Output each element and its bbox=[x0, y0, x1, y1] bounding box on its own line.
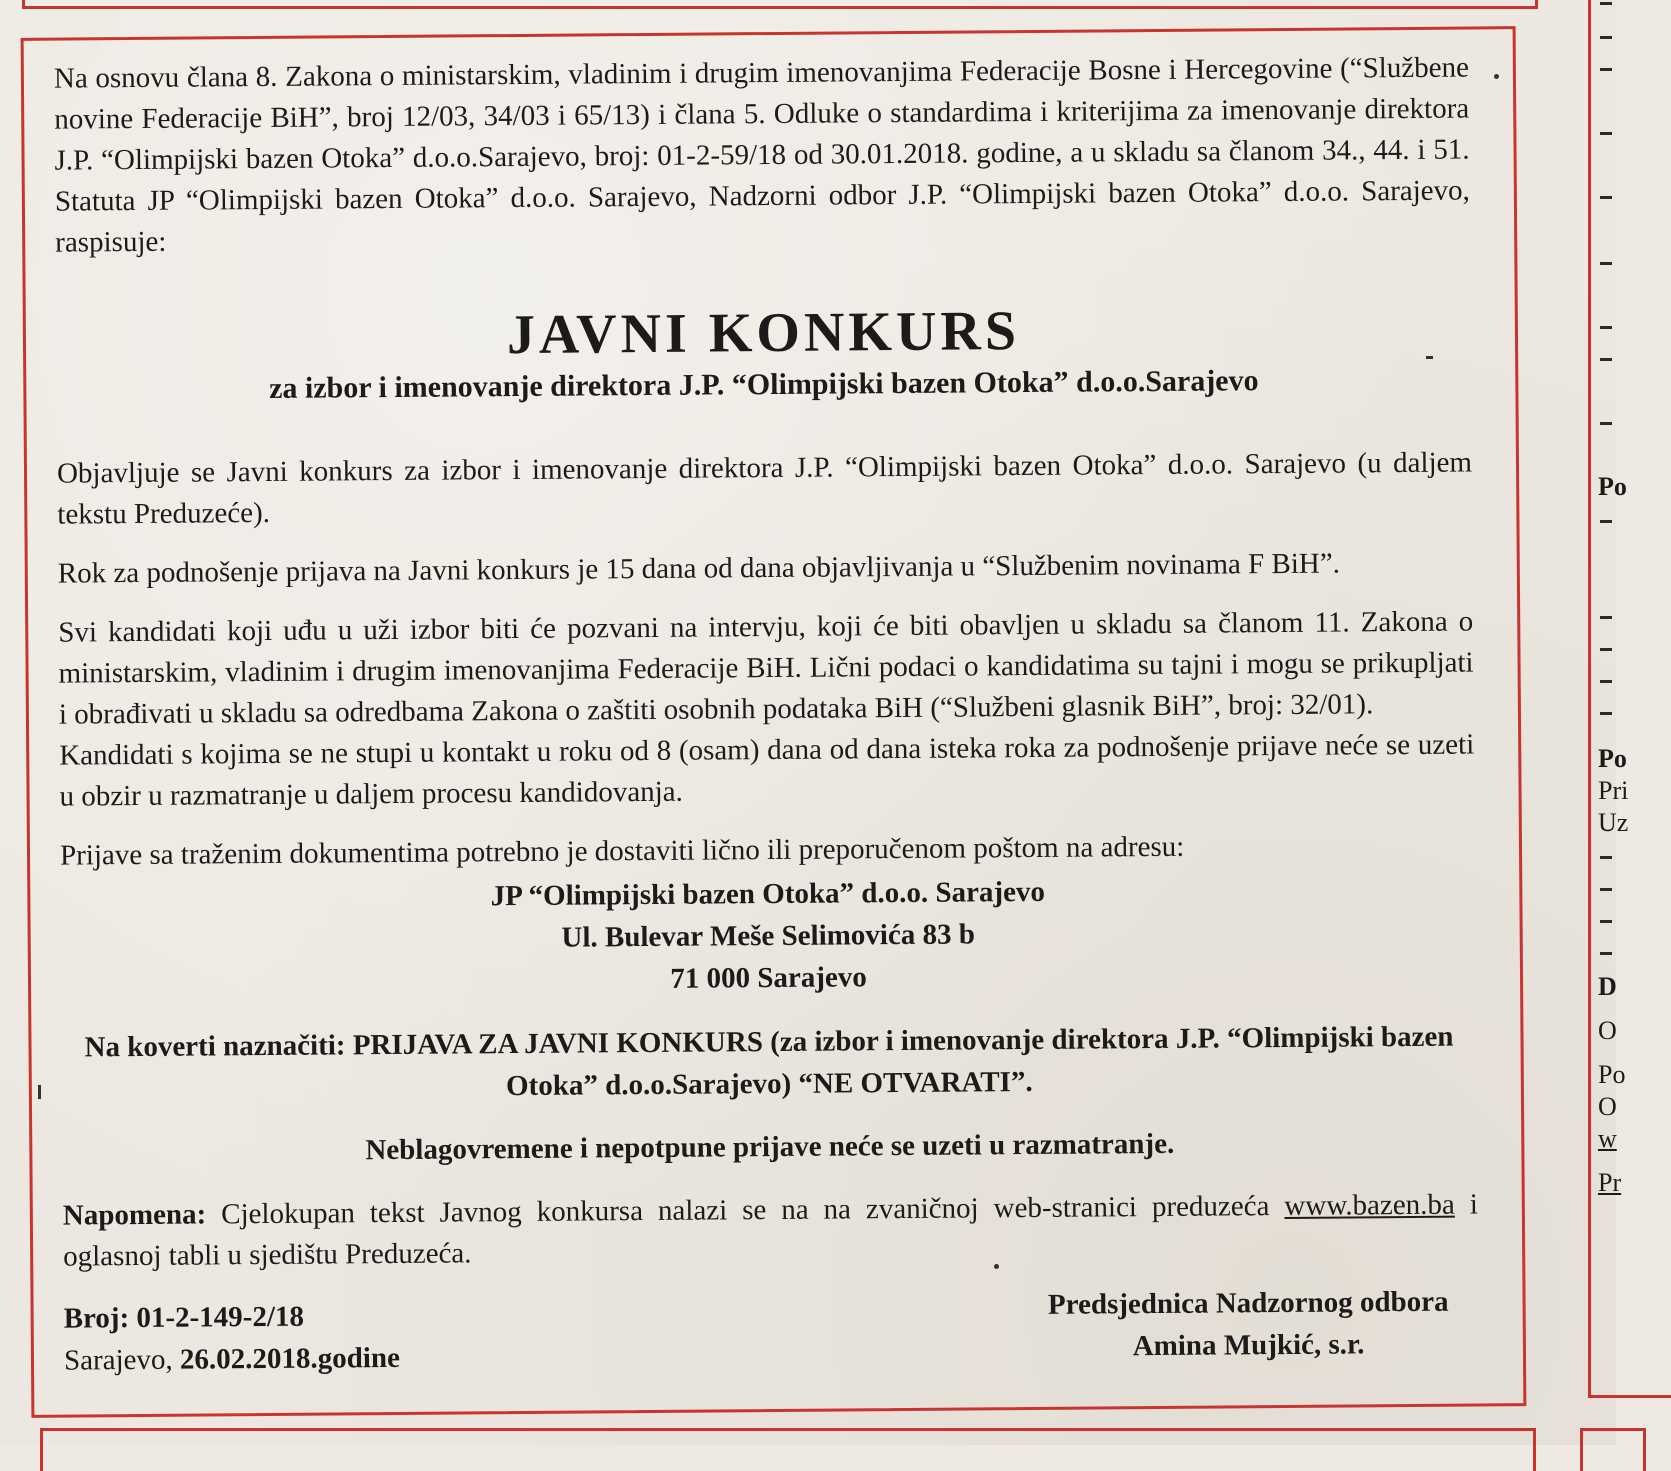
list-dash bbox=[1600, 920, 1612, 923]
paragraph-interview: Svi kandidati koji uđu u uži izbor biti će pozvani na intervju, koji će biti obavljen u skladu sa članom 11. Zakona o ministarskim, vladinim i drugim imenovanjima Federacije BiH. Lični podaci o kandidatima su tajni i mogu se prikupljati i obrađivati u skladu sa odredbama Zakona o zaštiti osobnih podataka BiH (“Službeni glasnik BiH”, broj: 32/01). bbox=[58, 605, 1474, 731]
list-dash bbox=[1600, 132, 1612, 135]
column-fragment: Uz bbox=[1598, 808, 1629, 837]
reference-number: Broj: 01-2-149-2/18 bbox=[63, 1300, 305, 1335]
list-dash bbox=[1600, 36, 1612, 39]
remark-text: Cjelokupan tekst Javnog konkursa nalazi se na na zvaničnoj web-stranici preduzeća bbox=[206, 1190, 1285, 1231]
notice-title: JAVNI KONKURS bbox=[506, 300, 1021, 367]
address-street: Ul. Bulevar Meše Selimovića 83 b bbox=[561, 918, 976, 954]
signature-block bbox=[1048, 1281, 1449, 1368]
signatory-title: Predsjednica Nadzornog odbora bbox=[1047, 1285, 1449, 1321]
signatory-name: Amina Mujkić, s.r. bbox=[1132, 1328, 1365, 1363]
date: 26.02.2018.godine bbox=[179, 1341, 401, 1376]
previous-ad-frame bbox=[22, 0, 1538, 9]
notice-subtitle: za izbor i imenovanje direktora J.P. “Olimpijski bazen Otoka” d.o.o.Sarajevo bbox=[269, 364, 1259, 405]
incomplete-applications-note: Neblagovremene i nepotpune prijave neće se uzeti u razmatranje. bbox=[365, 1127, 1175, 1167]
website-link[interactable]: www.bazen.ba bbox=[1284, 1188, 1455, 1223]
paragraph-announcement: Objavljuje se Javni konkurs za izbor i imenovanje direktora J.P. “Olimpijski bazen Otoka” d.o.o. Sarajevo (u daljem tekstu Preduzeće). bbox=[56, 446, 1473, 531]
list-dash bbox=[1600, 712, 1612, 715]
list-dash bbox=[1600, 856, 1612, 859]
list-dash bbox=[1600, 262, 1612, 265]
list-dash bbox=[1600, 520, 1612, 523]
intro-paragraph: Na osnovu člana 8. Zakona o ministarskim, vladinim i drugim imenovanjima Federacije Bosne i Hercegovine (“Službene novine Federacije BiH”, broj 12/03, 34/03 i 65/13) i člana 5. Odluke o standardima i kriterijima za imenovanje direktora J.P. “Olimpijski bazen Otoka” d.o.o.Sarajevo, broj: 01-2-59/18 od 30.01.2018. godine, a u skladu sa članom 34., 44. i 51. Statuta JP “Olimpijski bazen Otoka” d.o.o. Sarajevo, Nadzorni odbor J.P. “Olimpijski bazen Otoka” d.o.o. Sarajevo, raspisuje: bbox=[53, 51, 1470, 259]
paragraph-submission: Prijave sa traženim dokumentima potrebno je dostaviti lično ili preporučenom poštom na adresu: bbox=[59, 830, 1185, 872]
envelope-note: Na koverti naznačiti: PRIJAVA ZA JAVNI KONKURS (za izbor i imenovanje direktora J.P. “Olimpijski bazen Otoka” d.o.o.Sarajevo) “NE OTVARATI”. bbox=[84, 1020, 1454, 1103]
list-dash bbox=[1600, 2, 1612, 5]
column-fragment: Po bbox=[1598, 472, 1627, 501]
print-speck bbox=[1426, 356, 1433, 359]
list-dash bbox=[1600, 68, 1612, 71]
list-dash bbox=[1600, 888, 1612, 891]
place-date bbox=[64, 1337, 400, 1382]
column-fragment: w bbox=[1598, 1124, 1617, 1153]
column-fragment: O bbox=[1598, 1092, 1617, 1121]
list-dash bbox=[1600, 680, 1612, 683]
next-ad-frame bbox=[40, 1428, 1536, 1471]
column-fragment: Po bbox=[1598, 744, 1627, 773]
column-fragment: Pr bbox=[1598, 1168, 1622, 1197]
column-fragment: O bbox=[1598, 1016, 1617, 1045]
list-dash bbox=[1600, 648, 1612, 651]
column-fragment: D bbox=[1598, 972, 1617, 1001]
adjacent-column bbox=[1540, 0, 1629, 1445]
print-speck bbox=[994, 1264, 999, 1269]
remark-label: Napomena: bbox=[62, 1198, 207, 1232]
list-dash bbox=[1600, 422, 1612, 425]
list-dash bbox=[1600, 616, 1612, 619]
column-fragment: Pri bbox=[1598, 776, 1629, 805]
print-speck bbox=[1494, 74, 1499, 79]
notice-footer bbox=[63, 1286, 1479, 1387]
list-dash bbox=[1600, 196, 1612, 199]
column-fragment: Po bbox=[1598, 1060, 1626, 1089]
notice-content bbox=[54, 48, 1479, 1388]
remark-text-end: i oglasnoj tabli u sjedištu Preduzeća. bbox=[63, 1188, 1478, 1273]
paragraph-deadline: Rok za podnošenje prijava na Javni konkurs je 15 dana od dana objavljivanja u “Službenim novinama F BiH”. bbox=[57, 547, 1341, 590]
list-dash bbox=[1600, 358, 1612, 361]
address-company: JP “Olimpijski bazen Otoka” d.o.o. Sarajevo bbox=[490, 875, 1046, 913]
paragraph-contact: Kandidati s kojima se ne stupi u kontakt u roku od 8 (osam) dana od dana isteka roka za podnošenje prijave neće se uzeti u obzir u razmatranje u daljem procesu kandidovanja. bbox=[59, 728, 1475, 813]
remark-paragraph bbox=[63, 1184, 1479, 1277]
print-speck bbox=[38, 1085, 41, 1099]
reference-block bbox=[63, 1295, 400, 1382]
public-notice-box bbox=[21, 26, 1527, 1418]
address-city: 71 000 Sarajevo bbox=[670, 961, 867, 995]
list-dash bbox=[1600, 952, 1612, 955]
place: Sarajevo, bbox=[63, 1343, 181, 1377]
list-dash bbox=[1600, 326, 1612, 329]
